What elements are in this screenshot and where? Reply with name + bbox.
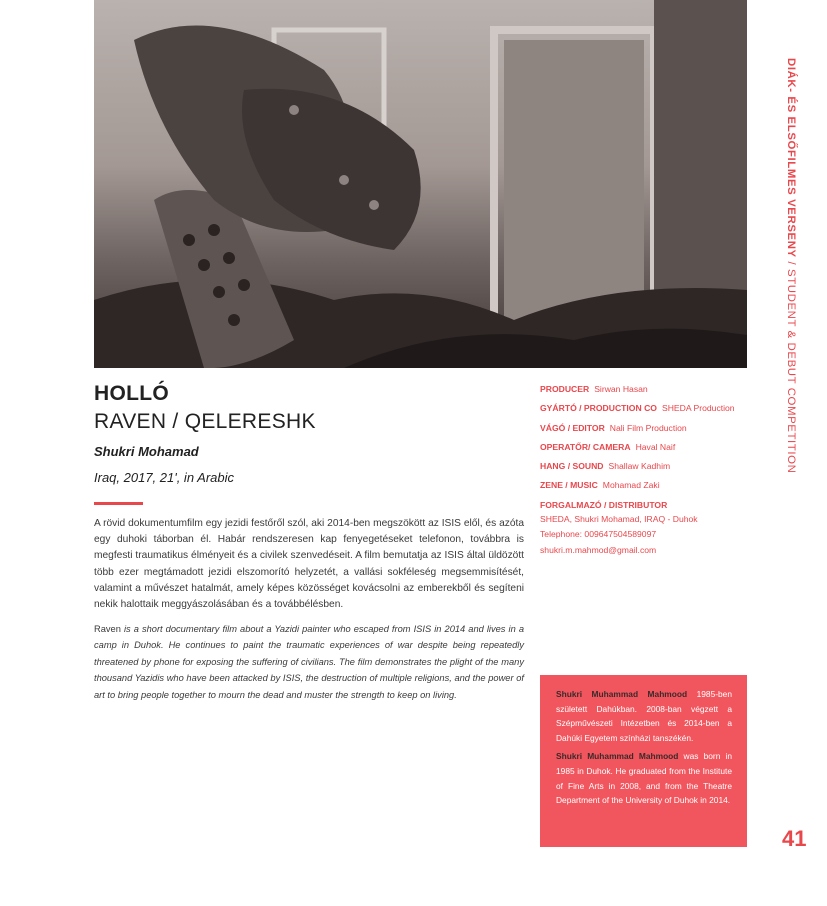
credit-label: PRODUCER xyxy=(540,384,590,394)
synopsis-english-body: is a short documentary film about a Yazidi painter who escaped from ISIS in 2014 and lives in a camp in Duhok. He continues to paint the traumatic experiences of war despite being repeatedly threatened by phone for exposing the suffering of civilians. The film demonstrates the plight of the many thousand Yazidis who have been attacked by ISIS, the destruction of multiple religions, and the power of art to bring people together to mourn the dead and muster the strength to keep on living. xyxy=(94,624,524,700)
distributor-label-row xyxy=(540,499,750,511)
credit-value: SHEDA Production xyxy=(661,403,735,414)
credit-label: GYÁRTÓ / PRODUCTION CO xyxy=(540,403,657,414)
credit-row xyxy=(540,441,750,453)
credit-row xyxy=(540,460,750,472)
film-meta: Iraq, 2017, 21', in Arabic xyxy=(94,470,235,485)
distributor-company: SHEDA, Shukri Mohamad, IRAQ - Duhok xyxy=(540,513,698,524)
film-still-illustration xyxy=(94,0,747,368)
credit-label: HANG / SOUND xyxy=(540,461,604,472)
bio-english xyxy=(556,749,732,807)
bio-hungarian-text: 1985-ben született Dahúkban. 2008-ban végzett a Szépművészeti Intézetben és 2014-ben a Dahúki Egyetem színházi tanszékén. xyxy=(556,689,732,743)
synopsis-english xyxy=(94,621,524,703)
page-number: 41 xyxy=(782,826,807,851)
bio-hungarian xyxy=(556,687,732,745)
film-title: HOLLÓ xyxy=(94,382,169,405)
synopsis-english-title: Raven xyxy=(94,624,121,634)
film-still-photo xyxy=(94,0,747,368)
section-side-label-hu: DIÁK- ÉS ELSŐFILMES VERSENY xyxy=(785,58,797,258)
section-side-label xyxy=(781,58,797,488)
section-side-label-en: / STUDENT & DEBUT COMPETITION xyxy=(785,257,797,474)
bio-english-name: Shukri Muhammad Mahmood xyxy=(556,751,679,762)
credit-row xyxy=(540,479,750,491)
film-subtitle: RAVEN / QELERESHK xyxy=(94,410,316,433)
distributor-email[interactable]: shukri.m.mahmod@gmail.com xyxy=(540,544,657,555)
credit-value: Shallaw Kadhim xyxy=(608,461,671,472)
bio-english-text: was born in 1985 in Duhok. He graduated from the Institute of Fine Arts in 2008, and from the Theatre Department of the University of Duhok in 2014. xyxy=(556,751,733,806)
divider-rule xyxy=(94,502,143,505)
credit-row xyxy=(540,383,750,395)
credit-label: OPERATŐR/ CAMERA xyxy=(540,441,631,452)
film-director: Shukri Mohamad xyxy=(94,444,199,459)
credit-value: Nali Film Production xyxy=(609,422,687,433)
credit-label: ZENE / MUSIC xyxy=(540,480,598,491)
synopsis-hungarian: A rövid dokumentumfilm egy jezidi festőről szól, aki 2014-ben megszökött az ISIS elől, és azóta egy duhoki táborban él. Habár rendszeresen kap fenyegetéseket telefonon, továbbra is megfesti traumatikus élményeit és a civilek szenvedéseit. A film bemutatja az ISIS által üldözött több ezer megtámadott jezidi elszomorító helyzetét, a vallási sokféleség megsemmisítését, valamint a művészet hatalmát, amely képes közösséget kovácsolni az emberekből és segíteni nekik halottaik meggyászolásában és a továbbélésben. xyxy=(94,518,524,611)
credit-value: Mohamad Zaki xyxy=(602,480,660,491)
credit-row xyxy=(540,402,750,414)
distributor-label: FORGALMAZÓ / DISTRIBUTOR xyxy=(540,499,668,510)
distributor-phone: Telephone: 009647504589097 xyxy=(540,528,657,539)
credit-row xyxy=(540,422,750,434)
credit-value: Haval Naif xyxy=(635,441,676,452)
director-bio-box xyxy=(540,675,747,847)
credits-list xyxy=(540,383,750,558)
credit-value: Sirwan Hasan xyxy=(594,384,648,394)
credit-label: VÁGÓ / EDITOR xyxy=(540,422,605,433)
bio-hungarian-name: Shukri Muhammad Mahmood xyxy=(556,689,688,699)
